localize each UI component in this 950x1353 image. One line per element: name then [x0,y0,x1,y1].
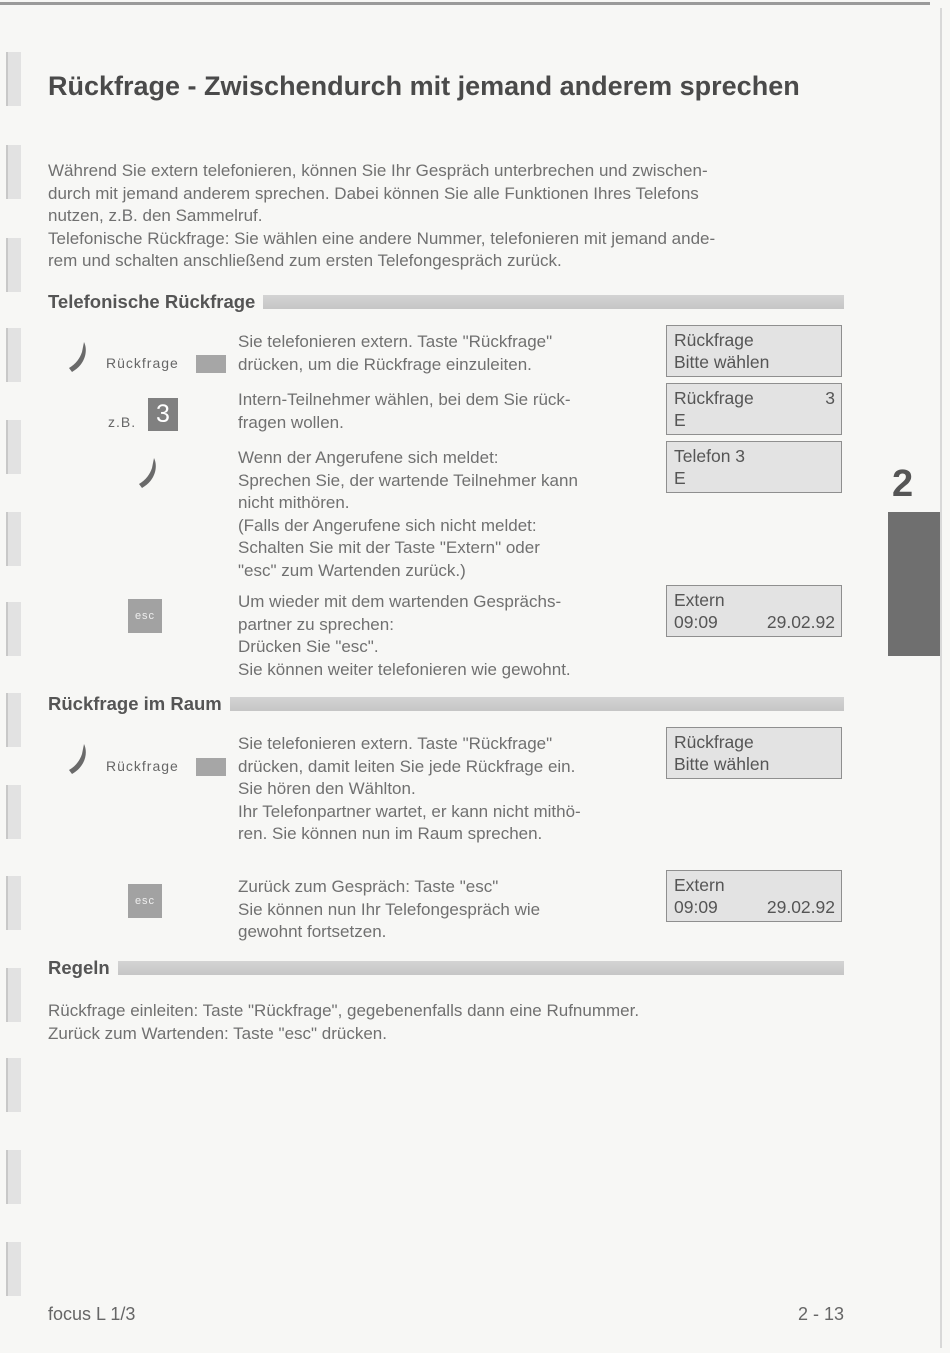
handset-icon [66,340,92,374]
section-bar [230,697,844,711]
intro-line: nutzen, z.B. den Sammelruf. [48,206,263,225]
chapter-number: 2 [892,463,914,505]
step-text [238,447,658,582]
display-line: Rückfrage [674,330,754,350]
display-date: 29.02.92 [766,612,835,632]
display-date: 29.02.92 [766,897,835,917]
phone-display [666,441,842,493]
display-line: Bitte wählen [674,352,770,372]
step-line: Sie telefonieren extern. Taste "Rückfrage" [238,332,553,351]
section-header-regeln [48,958,844,978]
display-line: Rückfrage [674,388,754,408]
display-line: Extern [674,875,725,895]
binder-mark [6,145,21,199]
binder-mark [6,693,21,747]
binder-mark [6,238,21,292]
step-line: Um wieder mit dem wartenden Gesprächs- [238,592,562,611]
top-rule [0,2,930,5]
step-line: partner zu sprechen: [238,614,394,634]
display-time: 09:09 [674,897,718,917]
phone-display [666,325,842,377]
phone-display [666,870,842,922]
binder-mark [6,1058,21,1112]
step-line: Zurück zum Gespräch: Taste "esc" [238,877,499,896]
rules-line: Zurück zum Wartenden: Taste "esc" drücken. [48,1023,387,1043]
step-line: Drücken Sie "esc". [238,637,379,656]
step-line: Sie hören den Wählton. [238,779,416,798]
step-line: Sie telefonieren extern. Taste "Rückfrage" [238,734,553,753]
intro-line: rem und schalten anschließend zum ersten Telefongespräch zurück. [48,251,562,270]
key-prefix: z.B. [108,414,137,430]
handset-icon [66,742,92,776]
intro-line: durch mit jemand anderem sprechen. Dabei können Sie alle Funktionen Ihres Telefons [48,183,699,203]
step-line: fragen wollen. [238,412,344,432]
step-line: nicht mithören. [238,493,350,512]
step-line: Wenn der Angerufene sich meldet: [238,448,499,467]
intro-paragraph [48,160,848,273]
step-line: gewohnt fortsetzen. [238,922,387,941]
binder-mark [6,602,21,656]
step-line: Sie können nun Ihr Telefongespräch wie [238,899,541,919]
section-bar [263,295,844,309]
display-line: E [674,410,686,430]
section-header-telefonische-rueckfrage [48,292,844,312]
step-text [238,876,658,944]
digit-key-3: 3 [148,398,178,431]
binder-mark [6,876,21,930]
binder-mark [6,1242,21,1296]
footer-product: focus L 1/3 [48,1304,136,1324]
rules-line: Rückfrage einleiten: Taste "Rückfrage", gegebenenfalls dann eine Rufnummer. [48,1001,640,1020]
binder-mark [6,1150,21,1204]
display-line: E [674,468,686,488]
step-text [238,389,658,434]
step-line: Intern-Teilnehmer wählen, bei dem Sie rück- [238,390,571,409]
rules-paragraph [48,1000,848,1045]
step-line: Sprechen Sie, der wartende Teilnehmer kann [238,470,578,490]
page-edge [940,8,942,1348]
binder-mark [6,785,21,839]
rueckfrage-softkey [196,758,226,776]
step-line: Ihr Telefonpartner wartet, er kann nicht mithö- [238,801,581,821]
binder-mark [6,420,21,474]
binder-mark [6,52,21,106]
step-line: drücken, damit leiten Sie jede Rückfrage ein. [238,756,576,776]
intro-line: Telefonische Rückfrage: Sie wählen eine andere Nummer, telefonieren mit jemand ande- [48,228,716,248]
intro-line: Während Sie extern telefonieren, können Sie Ihr Gespräch unterbrechen und zwischen- [48,161,708,180]
step-line: (Falls der Angerufene sich nicht meldet: [238,515,537,535]
step-line: Sie können weiter telefonieren wie gewohnt. [238,659,571,679]
step-line: "esc" zum Wartenden zurück.) [238,560,466,580]
binder-mark [6,328,21,382]
page-title: Rückfrage - Zwischendurch mit jemand anderem sprechen [48,71,800,101]
key-label: Rückfrage [106,355,179,371]
step-text [238,591,658,681]
esc-key: esc [128,599,162,633]
footer-page-number: 2 - 13 [798,1304,845,1324]
key-label: Rückfrage [106,758,179,774]
section-title: Rückfrage im Raum [48,693,222,714]
display-line: Extern [674,590,725,610]
step-line: ren. Sie können nun im Raum sprechen. [238,824,543,843]
section-title: Telefonische Rückfrage [48,291,256,312]
section-header-rueckfrage-im-raum [48,694,844,714]
rueckfrage-softkey [196,355,226,373]
step-text [238,331,658,376]
step-text [238,733,658,846]
chapter-tab [888,512,940,656]
esc-key: esc [128,884,162,918]
phone-display [666,585,842,637]
phone-display [666,383,842,435]
step-line: drücken, um die Rückfrage einzuleiten. [238,354,532,374]
display-line: Bitte wählen [674,754,770,774]
binder-mark [6,968,21,1022]
display-value: 3 [825,388,835,408]
handset-icon [136,456,162,490]
phone-display [666,727,842,779]
display-line: Rückfrage [674,732,754,752]
step-line: Schalten Sie mit der Taste "Extern" oder [238,538,540,557]
display-line: Telefon 3 [674,446,746,466]
section-title: Regeln [48,957,110,978]
binder-mark [6,512,21,566]
section-bar [118,961,844,975]
display-time: 09:09 [674,612,718,632]
